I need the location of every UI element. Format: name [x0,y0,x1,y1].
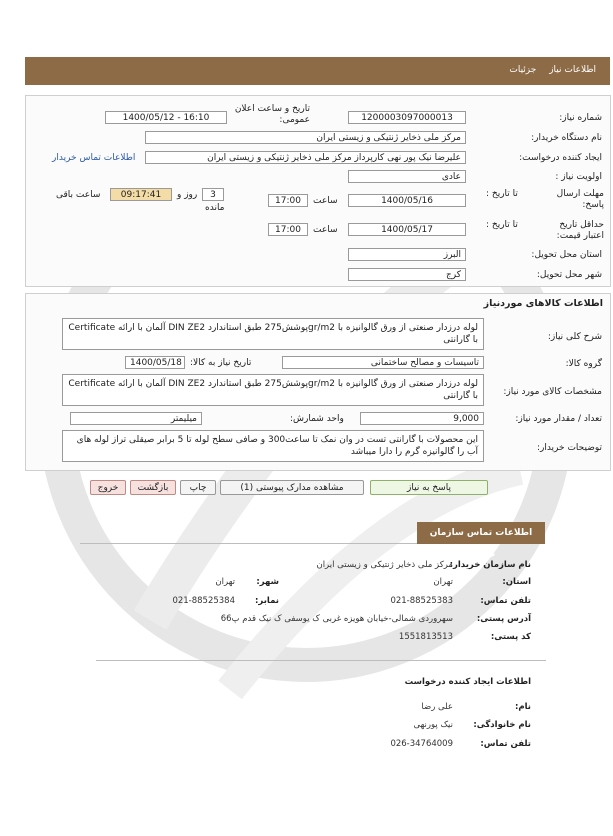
contact-province-label: استان: [502,577,531,587]
contact-fax-label: نمابر: [255,596,279,606]
print-button[interactable]: چاپ [180,480,216,495]
creator-label: ایجاد کننده درخواست: [519,153,602,163]
announce-label: تاریخ و ساعت اعلان عمومی: [234,104,310,125]
contact-province-value: تهران [433,577,453,587]
countdown-timer: 09:17:41 [110,188,172,201]
validity-to-date-label: تا تاریخ : [486,220,518,230]
view-attachments-button[interactable]: مشاهده مدارک پیوستی (1) [220,480,364,495]
need-date-field: 1400/05/18 [125,356,185,369]
contact-phone-label: تلفن تماس: [480,596,531,606]
qty-field: 9,000 [360,412,484,425]
buyer-label: نام دستگاه خریدار: [531,133,602,143]
unit-field: میلیمتر [70,412,202,425]
tab-need-info[interactable]: اطلاعات نیاز [549,65,596,75]
province-field: البرز [348,248,466,261]
contact-address-value: سهروردی شمالی-خیابان هویزه غربی ک یوسفی ک نیک قدم پ66 [220,614,453,624]
tab-details[interactable]: جزئیات [509,65,537,75]
breadcrumb [499,65,596,75]
days-remaining-field: 3 [202,188,224,201]
validity-time-field: 17:00 [268,223,308,236]
creator-first-name-label: نام: [514,702,531,712]
priority-label: اولویت نیاز : [555,172,602,182]
contact-city-label: شهر: [256,577,279,587]
city-label: شهر محل تحویل: [536,270,602,280]
remaining-label-2: مانده [205,203,225,213]
province-label: استان محل تحویل: [531,250,602,260]
buyer-field: مرکز ملی ذخایر ژنتیکی و زیستی ایران [145,131,466,144]
buyer-notes-label: توضیحات خریدار: [536,443,602,453]
buyer-contact-link[interactable]: اطلاعات تماس خریدار [52,153,136,163]
goods-group-field: تاسیسات و مصالح ساختمانی [282,356,484,369]
deadline-date-field: 1400/05/16 [348,194,466,207]
page-header [25,57,610,85]
goods-spec-field: لوله درزدار صنعتی از ورق گالوانیزه با gr/m2پوشش275 طبق استاندارد DIN ZE2 آلمان با ارائه Certificate با گارانتی [62,374,484,406]
goods-group-label: گروه کالا: [565,359,602,369]
deadline-time-label: ساعت [313,196,338,206]
remaining-label: ساعت باقی [56,190,101,200]
deadline-to-date-label: تا تاریخ : [486,189,518,199]
goods-spec-label: مشخصات کالای مورد نیاز: [503,387,602,397]
creator-divider [96,660,546,661]
priority-field: عادی [348,170,466,183]
validity-time-label: ساعت [313,225,338,235]
creator-field: علیرضا نیک پور نهی کارپرداز مرکز ملی ذخایر ژنتیکی و زیستی ایران [145,151,466,164]
need-number-field: 1200003097000013 [348,111,466,124]
need-date-label: تاریخ نیاز به کالا: [190,358,252,368]
goods-desc-label: شرح کلی نیاز: [547,332,602,342]
goods-desc-field: لوله درزدار صنعتی از ورق گالوانیزه با gr/m2پوشش275 طبق استاندارد DIN ZE2 آلمان با ارائه Certificate با گارانتی [62,318,484,350]
contact-phone-value: 021-88525383 [390,596,453,606]
exit-button[interactable]: خروج [90,480,126,495]
creator-last-name-label: نام خانوادگی: [473,720,531,730]
back-button[interactable]: بازگشت [130,480,176,495]
creator-phone-value: 026-34764009 [390,739,453,749]
validity-label: حداقل تاریخ اعتبار قیمت: [556,220,604,241]
days-label: روز و [177,190,198,200]
creator-first-name-value: علی رضا [421,702,453,712]
contact-address-label: آدرس پستی: [476,614,531,624]
unit-label: واحد شمارش: [290,414,344,424]
announce-field: 1400/05/12 - 16:10 [105,111,227,124]
contact-city-value: تهران [215,577,235,587]
reply-button[interactable]: پاسخ به نیاز [370,480,488,495]
need-number-label: شماره نیاز: [559,113,602,123]
deadline-time-field: 17:00 [268,194,308,207]
goods-section-title: اطلاعات کالاهای موردنیاز [483,298,603,309]
city-field: کرج [348,268,466,281]
contact-org-label: نام سازمان خریدار: [449,560,531,570]
qty-label: تعداد / مقدار مورد نیاز: [515,414,602,424]
buyer-notes-field: این محصولات با گارانتی تست در وان نمک تا ساعت300 و صافی سطح لوله تا 5 برابر صیقلی تراز لوله های آب را گالوانیزه گرم را دارا میباشد [62,430,484,462]
contact-tab: اطلاعات تماس سازمان خریدار [417,522,545,544]
deadline-label: مهلت ارسال پاسخ: [556,189,604,210]
creator-info-title: اطلاعات ایجاد کننده درخواست [404,677,531,687]
contact-postal-value: 1551813513 [398,632,453,642]
contact-org-value: مرکز ملی ذخایر ژنتیکی و زیستی ایران [316,560,453,570]
contact-fax-value: 021-88525384 [172,596,235,606]
contact-postal-label: کد پستی: [490,632,531,642]
creator-last-name-value: نیک پورنهی [413,720,453,730]
validity-date-field: 1400/05/17 [348,223,466,236]
creator-phone-label: تلفن تماس: [480,739,531,749]
